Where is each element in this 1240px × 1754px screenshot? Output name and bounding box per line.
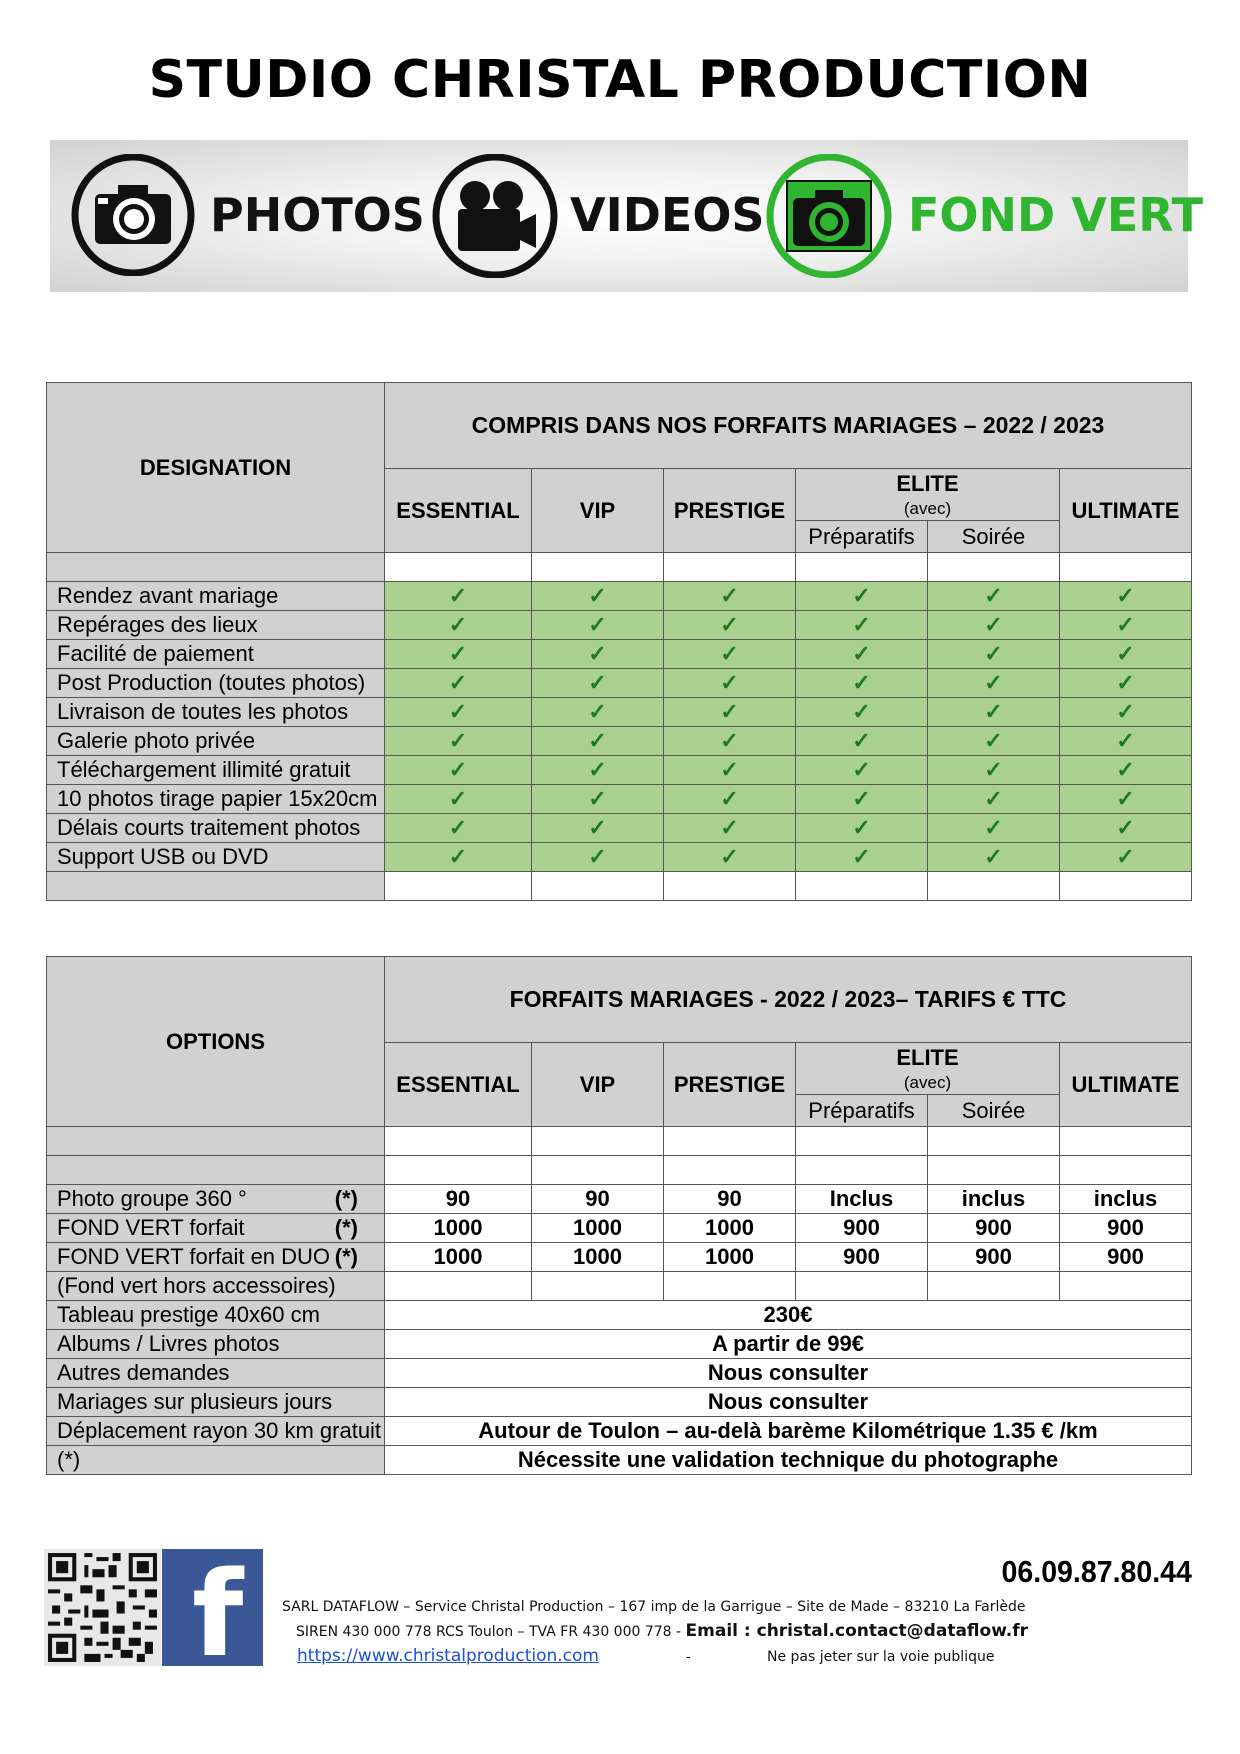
check-icon: ✓ — [532, 814, 664, 843]
check-icon: ✓ — [385, 698, 532, 727]
check-icon: ✓ — [664, 582, 796, 611]
check-icon: ✓ — [1060, 843, 1192, 872]
spacer-label-cell — [47, 1127, 385, 1156]
option-row — [47, 1417, 1192, 1446]
check-icon: ✓ — [928, 843, 1060, 872]
options-header: OPTIONS — [47, 957, 385, 1127]
check-icon: ✓ — [532, 756, 664, 785]
col-preparatifs: Préparatifs — [796, 1095, 928, 1127]
check-icon: ✓ — [1060, 611, 1192, 640]
check-icon: ✓ — [664, 640, 796, 669]
check-icon: ✓ — [928, 640, 1060, 669]
banner-photos-label: PHOTOS — [210, 188, 425, 242]
feature-label: Livraison de toutes les photos — [47, 698, 385, 727]
price-value: Inclus — [796, 1185, 928, 1214]
feature-label: Téléchargement illimité gratuit — [47, 756, 385, 785]
asterisk-note: (*) — [334, 1215, 358, 1240]
designation-header: DESIGNATION — [47, 383, 385, 553]
services-banner — [50, 140, 1203, 292]
option-label: Tableau prestige 40x60 cm — [47, 1301, 385, 1330]
feature-label: Post Production (toutes photos) — [47, 669, 385, 698]
price-row — [47, 1214, 1192, 1243]
feature-label: Rendez avant mariage — [47, 582, 385, 611]
check-icon: ✓ — [928, 582, 1060, 611]
price-value: 1000 — [385, 1243, 532, 1272]
feature-row — [47, 669, 1192, 698]
col-elite-label: ELITE — [896, 470, 959, 496]
feature-row — [47, 814, 1192, 843]
check-icon: ✓ — [1060, 669, 1192, 698]
check-icon: ✓ — [532, 669, 664, 698]
check-icon: ✓ — [385, 640, 532, 669]
check-icon: ✓ — [1060, 640, 1192, 669]
check-icon: ✓ — [796, 814, 928, 843]
feature-row — [47, 727, 1192, 756]
included-features-table — [46, 382, 1192, 901]
check-icon: ✓ — [1060, 698, 1192, 727]
check-icon: ✓ — [664, 814, 796, 843]
feature-label: Galerie photo privée — [47, 727, 385, 756]
check-icon: ✓ — [796, 669, 928, 698]
check-icon: ✓ — [664, 756, 796, 785]
feature-row — [47, 640, 1192, 669]
option-label: Albums / Livres photos — [47, 1330, 385, 1359]
price-value: inclus — [928, 1185, 1060, 1214]
col-elite — [796, 1043, 1060, 1095]
col-elite-sub: (avec) — [903, 498, 952, 518]
check-icon: ✓ — [532, 698, 664, 727]
options-pricing-table — [46, 956, 1192, 1475]
feature-label: Facilité de paiement — [47, 640, 385, 669]
check-icon: ✓ — [1060, 785, 1192, 814]
table1-title: COMPRIS DANS NOS FORFAITS MARIAGES – 2022 / 2023 — [385, 383, 1192, 469]
col-elite-label: ELITE — [896, 1044, 959, 1070]
check-icon: ✓ — [928, 814, 1060, 843]
feature-row — [47, 756, 1192, 785]
option-row — [47, 1301, 1192, 1330]
feature-label: Support USB ou DVD — [47, 843, 385, 872]
option-row — [47, 1330, 1192, 1359]
col-prestige: PRESTIGE — [664, 1043, 796, 1127]
price-value: 900 — [1060, 1243, 1192, 1272]
check-icon: ✓ — [664, 843, 796, 872]
option-label: (*) — [47, 1446, 385, 1475]
option-value: A partir de 99€ — [385, 1330, 1192, 1359]
email-link[interactable]: Email : christal.contact@dataflow.fr — [685, 1621, 1029, 1641]
price-value: 900 — [796, 1243, 928, 1272]
option-value: Nous consulter — [385, 1388, 1192, 1417]
col-preparatifs: Préparatifs — [796, 521, 928, 553]
check-icon: ✓ — [928, 785, 1060, 814]
option-label: Photo groupe 360 ° (*) — [47, 1185, 385, 1214]
col-prestige: PRESTIGE — [664, 469, 796, 553]
price-value: 90 — [385, 1185, 532, 1214]
check-icon: ✓ — [385, 582, 532, 611]
option-value: Nécessite une validation technique du photographe — [385, 1446, 1192, 1475]
facebook-icon[interactable]: f — [162, 1549, 263, 1666]
check-icon: ✓ — [385, 814, 532, 843]
col-essential: ESSENTIAL — [385, 469, 532, 553]
check-icon: ✓ — [796, 582, 928, 611]
col-elite — [796, 469, 1060, 521]
check-icon: ✓ — [532, 727, 664, 756]
check-icon: ✓ — [532, 843, 664, 872]
feature-row — [47, 582, 1192, 611]
check-icon: ✓ — [385, 843, 532, 872]
option-row — [47, 1388, 1192, 1417]
feature-label: 10 photos tirage papier 15x20cm — [47, 785, 385, 814]
check-icon: ✓ — [385, 785, 532, 814]
check-icon: ✓ — [664, 727, 796, 756]
banner-fond-vert-label: FOND VERT — [908, 188, 1203, 242]
phone-number: 06.09.87.80.44 — [1001, 1554, 1192, 1589]
option-label: FOND VERT forfait en DUO (*) — [47, 1243, 385, 1272]
page-title: STUDIO CHRISTAL PRODUCTION — [148, 50, 1092, 110]
col-ultimate: ULTIMATE — [1060, 1043, 1192, 1127]
footer-separator: - — [686, 1648, 691, 1664]
note-label: (Fond vert hors accessoires) — [47, 1272, 385, 1301]
price-row — [47, 1185, 1192, 1214]
feature-label: Délais courts traitement photos — [47, 814, 385, 843]
col-essential: ESSENTIAL — [385, 1043, 532, 1127]
qr-code-icon[interactable] — [44, 1549, 161, 1666]
spacer-label-cell — [47, 1156, 385, 1185]
feature-row — [47, 843, 1192, 872]
check-icon: ✓ — [928, 669, 1060, 698]
check-icon: ✓ — [796, 785, 928, 814]
price-row — [47, 1243, 1192, 1272]
option-value: 230€ — [385, 1301, 1192, 1330]
check-icon: ✓ — [385, 669, 532, 698]
price-value: 900 — [1060, 1214, 1192, 1243]
check-icon: ✓ — [796, 698, 928, 727]
spacer-label-cell — [47, 553, 385, 582]
check-icon: ✓ — [664, 611, 796, 640]
price-value: 1000 — [664, 1214, 796, 1243]
option-label: FOND VERT forfait (*) — [47, 1214, 385, 1243]
company-registration: SIREN 430 000 778 RCS Toulon – TVA FR 430 000 778 - Email : christal.contact@dataflow.fr — [296, 1621, 1029, 1641]
price-value: 900 — [928, 1243, 1060, 1272]
website-link[interactable]: https://www.christalproduction.com — [297, 1646, 599, 1666]
price-value: 900 — [796, 1214, 928, 1243]
check-icon: ✓ — [532, 640, 664, 669]
green-camera-icon — [762, 154, 896, 278]
feature-row — [47, 698, 1192, 727]
check-icon: ✓ — [385, 611, 532, 640]
col-soiree: Soirée — [928, 521, 1060, 553]
check-icon: ✓ — [664, 785, 796, 814]
price-value: 90 — [532, 1185, 664, 1214]
company-address: SARL DATAFLOW – Service Christal Production – 167 imp de la Garrigue – Site de Made – 83210 La Farlède — [282, 1599, 1026, 1615]
check-icon: ✓ — [796, 611, 928, 640]
disposal-notice: Ne pas jeter sur la voie publique — [767, 1649, 995, 1665]
video-camera-icon — [428, 154, 562, 278]
check-icon: ✓ — [796, 843, 928, 872]
check-icon: ✓ — [664, 698, 796, 727]
option-label: Autres demandes — [47, 1359, 385, 1388]
spacer-label-cell — [47, 872, 385, 901]
check-icon: ✓ — [928, 727, 1060, 756]
banner-videos-label: VIDEOS — [570, 188, 765, 242]
col-ultimate: ULTIMATE — [1060, 469, 1192, 553]
check-icon: ✓ — [1060, 756, 1192, 785]
check-icon: ✓ — [385, 727, 532, 756]
feature-label: Repérages des lieux — [47, 611, 385, 640]
price-value: 1000 — [532, 1214, 664, 1243]
feature-row — [47, 611, 1192, 640]
price-value: 1000 — [664, 1243, 796, 1272]
option-row — [47, 1446, 1192, 1475]
check-icon: ✓ — [928, 611, 1060, 640]
option-value: Autour de Toulon – au-delà barème Kilométrique 1.35 € /km — [385, 1417, 1192, 1446]
check-icon: ✓ — [532, 582, 664, 611]
table2-title: FORFAITS MARIAGES - 2022 / 2023– TARIFS € TTC — [385, 957, 1192, 1043]
check-icon: ✓ — [1060, 582, 1192, 611]
col-soiree: Soirée — [928, 1095, 1060, 1127]
option-label: Mariages sur plusieurs jours — [47, 1388, 385, 1417]
feature-row — [47, 785, 1192, 814]
col-vip: VIP — [532, 469, 664, 553]
option-label: Déplacement rayon 30 km gratuit — [47, 1417, 385, 1446]
check-icon: ✓ — [928, 698, 1060, 727]
check-icon: ✓ — [796, 727, 928, 756]
check-icon: ✓ — [532, 785, 664, 814]
check-icon: ✓ — [796, 756, 928, 785]
option-row — [47, 1359, 1192, 1388]
check-icon: ✓ — [532, 611, 664, 640]
check-icon: ✓ — [664, 669, 796, 698]
col-elite-sub: (avec) — [903, 1072, 952, 1092]
asterisk-note: (*) — [334, 1244, 358, 1269]
camera-icon — [68, 154, 198, 276]
price-value: 90 — [664, 1185, 796, 1214]
check-icon: ✓ — [796, 640, 928, 669]
price-value: 1000 — [385, 1214, 532, 1243]
check-icon: ✓ — [385, 756, 532, 785]
price-value: 1000 — [532, 1243, 664, 1272]
check-icon: ✓ — [1060, 814, 1192, 843]
price-value: 900 — [928, 1214, 1060, 1243]
asterisk-note: (*) — [334, 1186, 358, 1211]
check-icon: ✓ — [928, 756, 1060, 785]
check-icon: ✓ — [1060, 727, 1192, 756]
col-vip: VIP — [532, 1043, 664, 1127]
price-value: inclus — [1060, 1185, 1192, 1214]
option-value: Nous consulter — [385, 1359, 1192, 1388]
